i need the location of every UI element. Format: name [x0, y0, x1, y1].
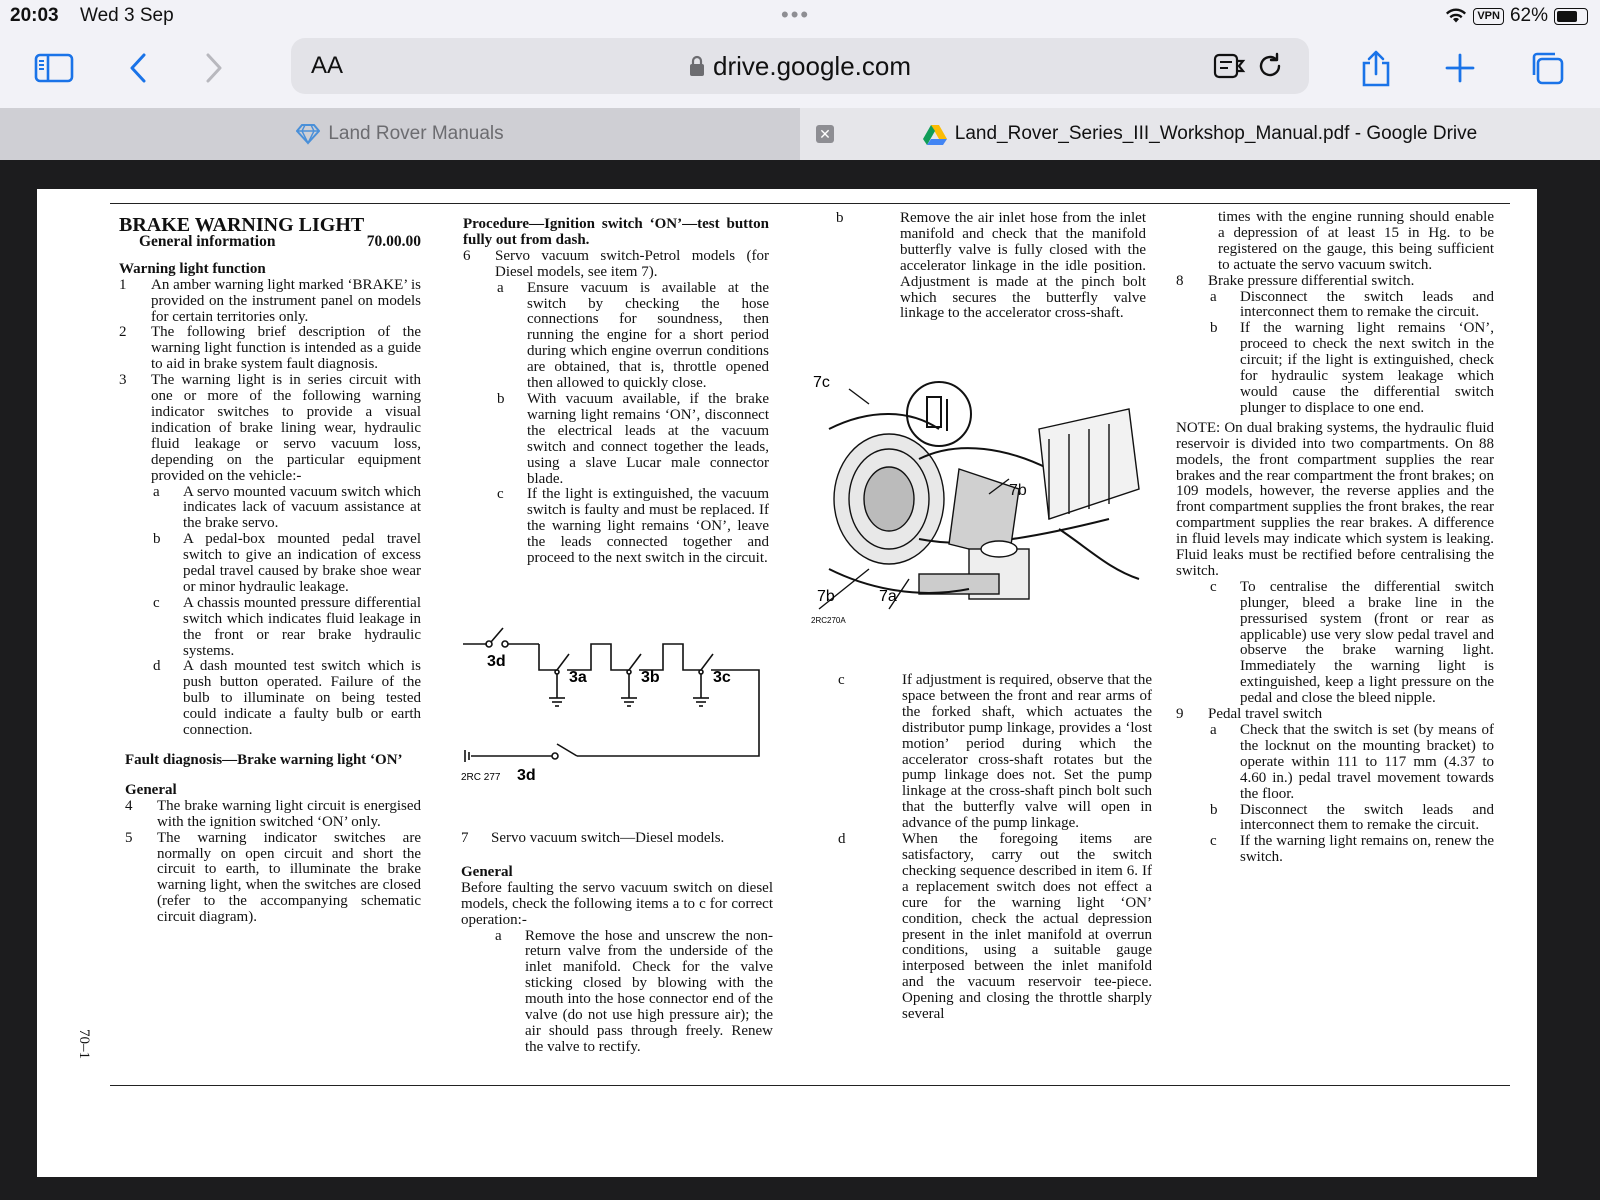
list-item: 1 An amber warning light marked ‘BRAKE’ is provided on the instrument panel on models for certain territories only.: [119, 276, 421, 325]
callout-7b-mid: 7b: [1009, 482, 1027, 499]
section-title: BRAKE WARNING LIGHT: [119, 214, 365, 236]
list-item: 3 The warning light is in series circuit with one or more of the following warning indicator switches to provide a visual indication of brake lining wear, hydraulic fluid leakage or servo vacuum loss, depending on the particular equipment provided on the vehicle:-: [119, 372, 421, 484]
tab-land-rover-manuals[interactable]: [0, 108, 800, 160]
tab-title: Land Rover Manuals: [328, 123, 504, 144]
wifi-icon: [1445, 8, 1467, 24]
list-subitem: d When the foregoing items are satisfactory, carry out the switch checking sequence described in item 6. If a replacement switch does not effect a cure for the warning light ‘ON’ condition, check the actual depression present in the inlet manifold at overrun conditions, using a suitable gauge interposed between the inlet manifold and the vacuum reservoir tee-piece. Opening and closing the throttle sharply several: [838, 831, 1152, 1023]
label-3d-bottom: 3d: [517, 767, 536, 784]
status-date: Wed 3 Sep: [80, 5, 174, 26]
paragraph: Before faulting the servo vacuum switch on diesel models, check the following items a to c for correct operation:-: [461, 879, 773, 928]
list-item: 6 Servo vacuum switch-Petrol models (for Diesel models, see item 7).: [463, 247, 769, 280]
bottom-rule: [110, 1085, 1510, 1086]
column-3: [836, 211, 1146, 322]
list-item: 9 Pedal travel switch: [1176, 706, 1323, 723]
list-subitem: a Disconnect the switch leads and interconnect them to remake the circuit.: [1210, 288, 1494, 321]
note-paragraph: NOTE: On dual braking systems, the hydraulic fluid reservoir is divided into two compartments. On 88 models, the front compartment supplies the rear brakes and the rear compartment the front brakes; on 109 models, however, the reverse applies and the front compartment supplies the front brakes, the rear compartment supplies the rear brakes. A difference in fluid levels may indicate which system is leaking. Fluid leaks must be rectified before centralising the switch.: [1176, 419, 1494, 579]
list-item: 8 Brake pressure differential switch.: [1176, 272, 1415, 289]
multitask-dots-icon[interactable]: •••: [781, 2, 811, 27]
sidebar-icon[interactable]: [32, 46, 76, 90]
browser-toolbar: [0, 32, 1600, 108]
share-icon[interactable]: [1354, 46, 1398, 90]
pdf-viewer[interactable]: [0, 160, 1600, 1200]
list-subitem: b If the warning light remains ‘ON’, proceed to check the next switch in the circuit; if the light is extinguished, check for hydraulic system leakage which would cause the differential switch plunger to displace to one end.: [1210, 320, 1494, 416]
diamond-icon: [296, 123, 320, 145]
battery-percent: 62%: [1509, 5, 1548, 26]
label-3a: 3a: [569, 669, 587, 686]
list-subitem: c If the light is extinguished, the vacuum switch is faulty and must be replaced. If the warning light remains ‘ON’, leave the leads connected together and proceed to the next switch in the circuit.: [497, 486, 769, 567]
list-subitem: c If the warning light remains on, renew the switch.: [1210, 833, 1494, 866]
tab-google-drive[interactable]: [800, 108, 1600, 160]
list-subitem: a Check that the switch is set (by means of the locknut on the mounting bracket) to operate within 111 to 117 mm (4.37 to 4.60 in.) pedal travel movement towards the floor.: [1210, 722, 1494, 802]
back-icon[interactable]: [116, 46, 160, 90]
list-item: 7 Servo vacuum switch—Diesel models.: [461, 830, 725, 846]
label-3d: 3d: [487, 653, 506, 670]
subheading: General: [125, 781, 177, 798]
top-rule: [110, 203, 1510, 204]
label-3b: 3b: [641, 669, 660, 686]
column-1: [119, 214, 421, 926]
page-number: 70–1: [76, 1029, 92, 1059]
list-subitem: b Remove the air inlet hose from the inlet manifold and check that the manifold butterfly valve is fully closed with the accelerator linkage in the idle position. Adjustment is made at the pinch bolt which secures the butterfly valve linkage to the accelerator cross-shaft.: [836, 210, 1146, 322]
column-2-lower: [461, 831, 773, 1056]
tab-bar: [0, 108, 1600, 160]
list-subitem: c If adjustment is required, observe that the space between the front and rear arms of the forked shaft, which actuates the distributor pump linkage, provides a ‘lost motion’ period during which the accelerator cross-shaft rotates but the pump linkage does not. Set the pump linkage at the cross-shaft pinch bolt such that the butterfly valve will open in advance of the pump linkage.: [838, 672, 1152, 832]
status-time: 20:03: [10, 5, 59, 26]
subheading: Procedure—Ignition switch ‘ON’—test button fully out from dash.: [463, 216, 769, 248]
list-item: 4 The brake warning light circuit is energised with the ignition switched ‘ON’ only.: [125, 797, 421, 830]
address-bar[interactable]: [291, 38, 1309, 94]
list-item: 2 The following brief description of the warning light function is intended as a guide to aid in brake system fault diagnosis.: [119, 324, 421, 373]
tab-overview-icon[interactable]: [1525, 46, 1569, 90]
list-subitem: b A pedal-box mounted pedal travel switch to give an indication of excess pedal travel caused by brake shoe wear or minor hydraulic leakage.: [153, 531, 421, 595]
status-indicators: [1445, 5, 1588, 27]
battery-icon: [1554, 8, 1588, 25]
vpn-badge: VPN: [1473, 8, 1504, 25]
callout-7c: 7c: [813, 374, 830, 391]
list-subitem: a Remove the hose and unscrew the non-return valve from the underside of the inlet manifold. Check for the valve sticking closed by blowing with the mouth into the hose connector end of the valve (do not use high pressure air); the air should pass through freely. Renew the valve to rectify.: [495, 927, 773, 1055]
column-4: [1176, 210, 1494, 866]
list-subitem: a A servo mounted vacuum switch which indicates lack of vacuum assistance at the brake servo.: [153, 483, 421, 532]
list-item: 5 The warning indicator switches are normally on open circuit and short the circuit to earth, to illuminate the brake warning light, when the switches are closed (refer to the accompanying schematic circuit diagram).: [125, 829, 421, 926]
column-2: [463, 217, 769, 567]
translate-icon[interactable]: [1213, 52, 1247, 80]
status-bar: [0, 0, 1600, 32]
list-subitem: a Ensure vacuum is available at the switch by checking the hose connections for soundness, then running the engine for a short period during which engine overrun conditions are obtained, that is, throttle opened then allowed to quickly close.: [497, 279, 769, 392]
tab-title: Land_Rover_Series_III_Workshop_Manual.pdf - Google Drive: [954, 123, 1478, 144]
google-drive-icon: [923, 124, 947, 145]
reader-options-button[interactable]: AA: [311, 52, 344, 79]
callout-7a: 7a: [879, 588, 897, 605]
illustration-ref: 2RC270A: [811, 616, 846, 625]
reload-icon[interactable]: [1256, 52, 1284, 80]
list-subitem: c To centralise the differential switch plunger, bleed a brake line in the pressurised system (front or rear as applicable) use very slow pedal travel and observe the brake warning light. Immediately the warning light is extinguished, keep a light pressure on the pedal and close the bleed nipple.: [1210, 578, 1494, 707]
forward-icon[interactable]: [192, 46, 236, 90]
subheading: General: [461, 863, 513, 880]
paragraph: times with the engine running should enable a depression of at least 15 in Hg. to be registered on the gauge, this being sufficient to actuate the servo vacuum switch.: [1218, 209, 1494, 273]
url-text[interactable]: [291, 51, 1309, 82]
circuit-diagram: [457, 614, 777, 794]
engine-illustration: [809, 369, 1149, 629]
subheading: Warning light function: [119, 260, 266, 277]
list-subitem: c A chassis mounted pressure differential switch which indicates fluid leakage in the front or rear brake hydraulic systems.: [153, 594, 421, 659]
pdf-page: [37, 189, 1537, 1177]
new-tab-icon[interactable]: [1438, 46, 1482, 90]
diagram-ref: 2RC 277: [461, 772, 501, 783]
list-subitem: d A dash mounted test switch which is push button operated. Failure of the bulb to illuminate on being tested could indicate a faulty bulb or earth connection.: [153, 658, 421, 739]
general-information-header: General information 70.00.00: [139, 232, 421, 250]
label-3c: 3c: [713, 669, 731, 686]
list-subitem: b Disconnect the switch leads and interconnect them to remake the circuit.: [1210, 801, 1494, 834]
url-label: drive.google.com: [713, 51, 911, 81]
close-tab-icon[interactable]: ✕: [816, 125, 834, 143]
list-subitem: b With vacuum available, if the brake warning light remains ‘ON’, disconnect the electrical leads at the vacuum switch and connect together the leads, using a slave Lucar male connector blade.: [497, 390, 769, 487]
callout-7b-low: 7b: [817, 588, 835, 605]
column-3-lower: [838, 673, 1152, 1023]
subheading: Fault diagnosis—Brake warning light ‘ON’: [125, 752, 403, 768]
lock-icon: [689, 55, 705, 77]
